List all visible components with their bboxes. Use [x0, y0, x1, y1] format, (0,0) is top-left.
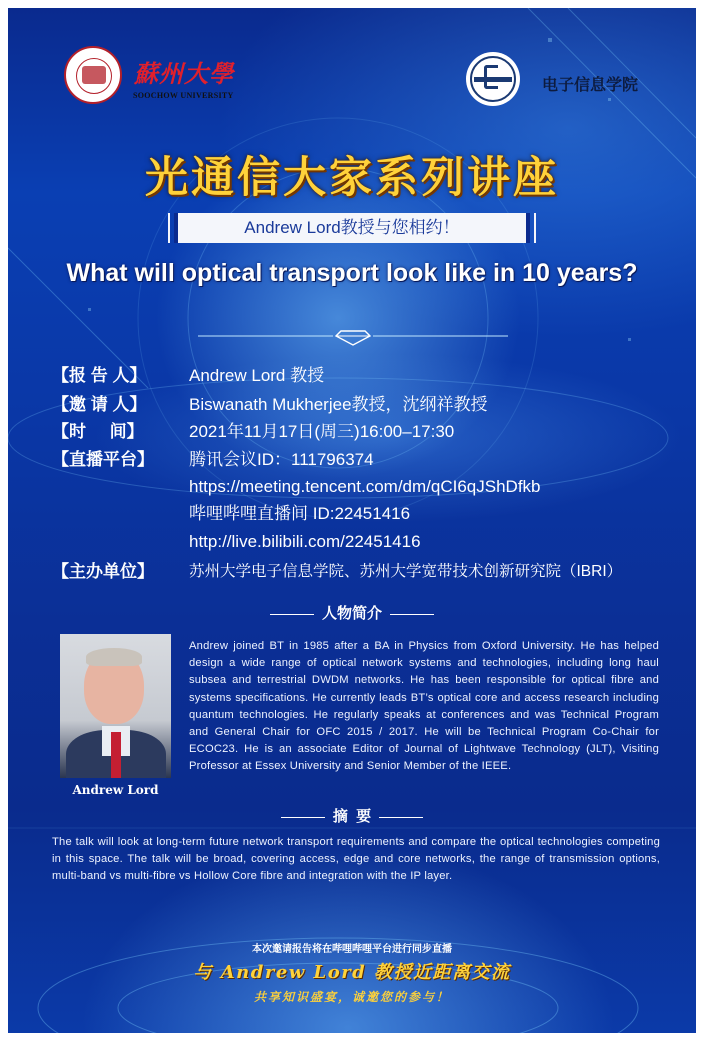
livestream-note: 本次邀请报告将在哔哩哔哩平台进行同步直播: [252, 944, 452, 955]
organizer-value: 苏州大学电子信息学院、苏州大学宽带技术创新研究院（IBRI）: [189, 563, 623, 580]
soochow-university-emblem: [64, 46, 122, 104]
exchange-slogan: 与 Andrew Lord 教授近距离交流: [193, 962, 511, 983]
diamond-icon: [336, 331, 370, 345]
speaker-label: 【报 告 人】: [52, 366, 147, 385]
college-name: 电子信息学院: [542, 77, 639, 94]
profile-section-title: [8, 602, 696, 623]
platform-tencent-link[interactable]: https://meeting.tencent.com/dm/qCI6qJShDfkb: [189, 477, 541, 496]
platform-bilibili-id: 哔哩哔哩直播间 ID:22451416: [189, 504, 411, 523]
university-name-cn: 蘇州大學: [134, 59, 234, 88]
abstract-section-title: [8, 805, 696, 826]
invitation-slogan: 共享知识盛宴，诚邀您的参与！: [253, 990, 450, 1004]
talk-title: What will optical transport look like in 10 years?: [66, 259, 638, 287]
abstract-text: The talk will look at long-term future network transport requirements and compare the optical technologies competing in this space. The talk will be broad, covering access, edge and core networks, the range of transmission options, multi-band vs multi-fibre vs Hollow Core fibre and integration with the IP layer.: [52, 836, 660, 882]
organizer-label: 【主办单位】: [52, 562, 154, 581]
speaker-value: Andrew Lord 教授: [189, 366, 325, 385]
university-name-en: SOOCHOW UNIVERSITY: [133, 91, 234, 100]
time-value: 2021年11月17日(周三)16:00–17:30: [189, 422, 455, 441]
platform-label: 【直播平台】: [52, 450, 154, 469]
profile-heading: 人物简介: [321, 605, 382, 622]
abstract-heading: 摘 要: [332, 808, 372, 825]
diamond-divider: [198, 326, 508, 346]
college-logo: [466, 52, 520, 106]
lecture-poster: [8, 8, 696, 1033]
speaker-photo: [60, 634, 171, 778]
photo-caption: Andrew Lord: [72, 783, 159, 797]
poster-title: 光通信大家系列讲座: [145, 153, 559, 203]
speaker-bio: Andrew joined BT in 1985 after a BA in Physics from Oxford University. He has helped design a wide range of optical network systems and technologies, including long haul subsea and terrestrial DWDM networks. He has been responsible for optical fibre and systems specifications. He currently leads BT’s optical core and access research including quantum technologies. He regularly speaks at conferences and was Technical Program and General Chair for OFC 2015 / 2017. He will be Technical Program Co-Chair for ECOC23. He is an associate Editor of Journal of Lightwave Technology (JLT), Visiting Professor at Essex University and Senior Member of the IEEE.: [189, 640, 659, 773]
speaker-banner: Andrew Lord教授与您相约！: [174, 213, 530, 243]
time-label: 【时 间】: [52, 422, 144, 441]
platform-tencent-id: 腾讯会议ID：111796374: [189, 450, 374, 469]
host-label: 【邀 请 人】: [52, 395, 147, 414]
host-value: Biswanath Mukherjee教授，沈纲祥教授: [189, 395, 488, 414]
platform-bilibili-link[interactable]: http://live.bilibili.com/22451416: [189, 532, 421, 551]
